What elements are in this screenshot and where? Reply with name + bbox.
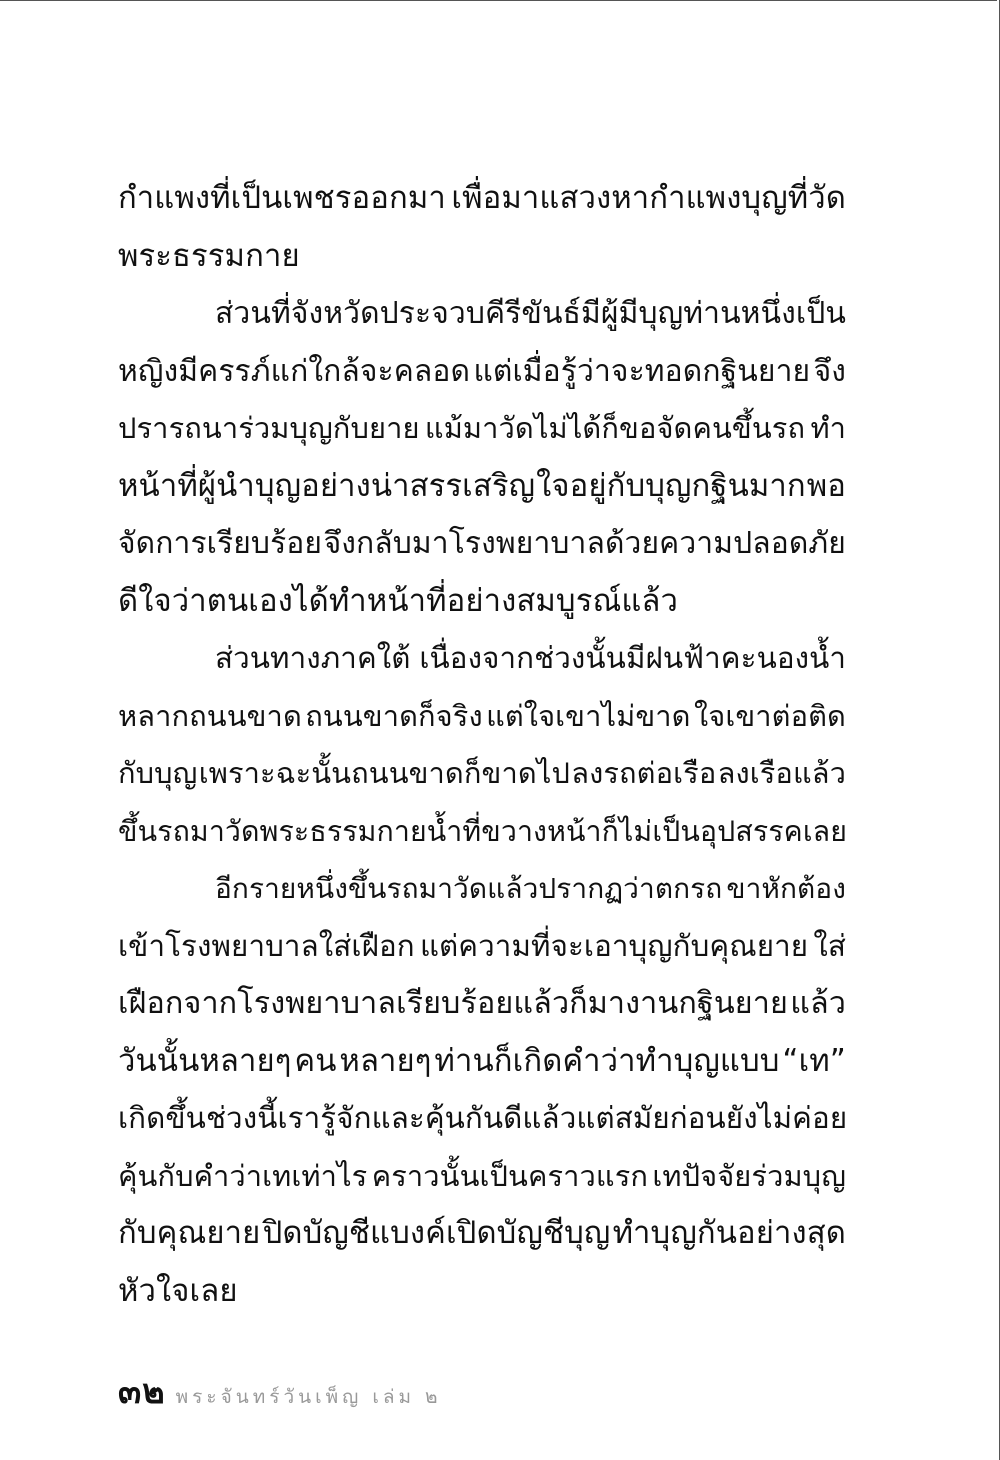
text-line: [118, 1090, 846, 1148]
text-segment: ช่วงนี้เรารู้จักและคุ้นกันดีแล้ว: [205, 1101, 577, 1135]
text-segment: พระธรรมกาย: [118, 237, 300, 274]
text-line: [118, 975, 846, 1033]
text-segment: แต่ความที่จะเอาบุญกับคุณยาย: [419, 928, 809, 963]
text-segment: พอ: [806, 467, 846, 504]
text-line: [118, 1205, 846, 1263]
text-segment: จึง: [813, 353, 846, 389]
text-segment: น้ำที่ขวางหน้าก็ไม่เป็นอุปสรรคเลย: [426, 814, 848, 848]
text-segment: แล้ว: [790, 986, 846, 1021]
text-segment: ใส่: [813, 928, 846, 963]
text-line: [118, 1033, 846, 1091]
body-text: [118, 170, 846, 1320]
page-footer: [118, 1364, 442, 1412]
text-segment: ส่วนที่จังหวัดประจวบคีรีขันธ์มีผู้มีบุญท่านหนึ่ง: [215, 296, 796, 331]
text-segment: เข้าโรงพยาบาลใส่เฝือก: [118, 928, 415, 963]
text-line: [118, 1263, 846, 1321]
text-segment: แต่เมื่อรู้ว่าจะทอดกฐินยาย: [473, 353, 811, 389]
text-segment: ลงเรือแล้ว: [717, 756, 846, 790]
page-number: ๓๒: [118, 1372, 166, 1412]
text-segment: เป็น: [795, 296, 847, 331]
text-line: [118, 803, 846, 861]
text-line: [118, 918, 846, 976]
text-segment: เพื่อมาแสวงหากำแพงบุญที่วัด: [451, 180, 846, 216]
text-segment: แม้มาวัดไม่ได้ก็ขอจัดคนขึ้นรถ: [424, 411, 806, 445]
text-segment: เกิดขึ้น: [118, 1101, 206, 1135]
text-segment: ถนนขาดก็จริง: [305, 698, 483, 733]
text-segment: คน: [294, 1042, 337, 1079]
text-segment: ขาหักต้อง: [726, 872, 846, 905]
text-segment: ใจเขาต่อติด: [694, 698, 846, 733]
text-segment: ปิดบัญชีแบงค์เปิดบัญชีบุญ: [262, 1215, 611, 1251]
text-segment: หน้าที่ผู้นำบุญอย่างน่าสรรเสริญ: [118, 467, 536, 504]
text-segment: จึงกลับมาโรงพยาบาลด้วยความปลอดภัย: [323, 526, 846, 561]
text-segment: แต่ใจเขาไม่ขาด: [486, 698, 691, 733]
text-line: [118, 170, 846, 228]
text-segment: ทำบุญกันอย่างสุด: [612, 1215, 846, 1251]
text-segment: คุ้นกับคำว่าเทเท่าไร: [118, 1158, 368, 1193]
page-edge-top: [0, 0, 997, 1]
text-segment: หัวใจเลย: [118, 1272, 238, 1309]
text-line: [118, 228, 846, 286]
text-segment: เนื่องจากช่วงนั้นมีฝนฟ้าคะนองน้ำ: [419, 641, 846, 675]
text-segment: ปรารถนาร่วมบุญกับยาย: [118, 411, 420, 445]
text-segment: เทปัจจัยร่วมบุญ: [652, 1158, 846, 1193]
text-segment: หลายๆ: [339, 1042, 432, 1079]
text-segment: จัดการเรียบร้อย: [118, 526, 323, 561]
text-line: [118, 630, 846, 688]
text-segment: ลงรถต่อเรือ: [571, 756, 717, 790]
text-segment: ขึ้นรถมาวัดพระธรรมกาย: [118, 814, 427, 848]
text-line: [118, 515, 846, 573]
text-line: [118, 343, 846, 401]
text-line: [118, 1148, 846, 1206]
text-segment: เพราะฉะนั้นถนนขาดก็ขาดไป: [198, 756, 570, 790]
text-line: [118, 400, 846, 458]
text-line: [118, 573, 846, 631]
text-line: [118, 745, 846, 803]
text-segment: กับคุณยาย: [118, 1215, 261, 1251]
text-segment: ใจอยู่กับบุญกฐินมาก: [536, 467, 806, 504]
text-line: [118, 285, 846, 343]
text-line: [118, 688, 846, 746]
text-segment: อีกรายหนึ่งขึ้นรถมาวัดแล้วปรากฏว่าตกรถ: [215, 872, 723, 905]
text-segment: คราวนั้นเป็นคราวแรก: [371, 1158, 649, 1193]
text-segment: หญิงมีครรภ์แก่ใกล้จะคลอด: [118, 353, 471, 389]
text-line: [118, 458, 846, 516]
text-segment: กำแพงที่เป็นเพชรออกมา: [118, 180, 446, 216]
text-segment: ท่านก็เกิดคำว่าทำบุญแบบ: [434, 1042, 780, 1079]
text-segment: หลากถนนขาด: [118, 698, 302, 733]
text-segment: วันนั้นหลายๆ: [118, 1042, 292, 1079]
text-line: [118, 860, 846, 918]
text-segment: ส่วนทางภาคใต้: [215, 641, 411, 675]
text-segment: กับบุญ: [118, 756, 198, 790]
running-title: พระจันทร์วันเพ็ญ เล่ม ๒: [175, 1386, 442, 1408]
text-segment: ทำ: [810, 411, 846, 445]
text-segment: ดีใจว่าตนเองได้ทำหน้าที่อย่างสมบูรณ์แล้ว: [118, 582, 679, 619]
text-segment: แต่สมัยก่อนยังไม่ค่อย: [576, 1101, 848, 1135]
text-segment: “เท”: [782, 1042, 846, 1079]
text-segment: เฝือกจากโรงพยาบาลเรียบร้อยแล้วก็มางานกฐินยาย: [118, 986, 788, 1021]
